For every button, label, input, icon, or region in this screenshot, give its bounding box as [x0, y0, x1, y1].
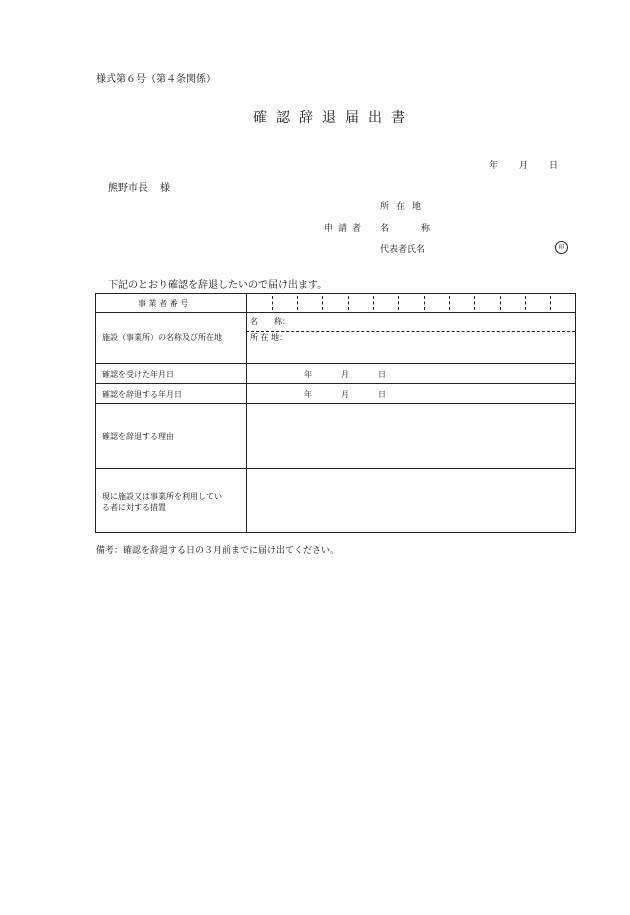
confirmed-day-unit: 日 [378, 370, 386, 379]
confirmed-year-unit: 年 [304, 370, 312, 379]
digit-divider [500, 296, 501, 310]
digit-divider [373, 296, 374, 310]
row-divider [96, 312, 575, 313]
note-text: 備考：確認を辞退する日の３月前までに届け出てください。 [96, 546, 340, 556]
applicant-location-label: 所在地 [380, 202, 429, 212]
measures-label-line1: 現に施設又は事業所を利用してい [102, 492, 222, 501]
digit-divider [322, 296, 323, 310]
reason-label: 確認を辞退する理由 [102, 432, 174, 441]
digit-divider [550, 296, 551, 310]
representative-name-label: 代表者氏名 [380, 245, 426, 255]
row-divider [96, 383, 575, 384]
digit-divider [297, 296, 298, 310]
applicant-name-label: 名 [380, 224, 390, 234]
withdrawal-table [95, 293, 576, 533]
withdraw-year-unit: 年 [304, 390, 312, 399]
row-divider [96, 363, 575, 364]
date-year-label: 年 [489, 161, 499, 171]
confirmed-month-unit: 月 [341, 370, 349, 379]
confirmed-date-label: 確認を受けた年月日 [102, 370, 174, 379]
digit-divider [449, 296, 450, 310]
digit-divider [424, 296, 425, 310]
measures-label-line2: る者に対する措置 [102, 503, 166, 512]
facility-address-label: 所 在 地： [250, 333, 288, 342]
digit-divider [272, 296, 273, 310]
digit-divider [525, 296, 526, 310]
business-number-label: 事 業 者 番 号 [138, 299, 189, 308]
applicant-group-label: 申請者 [324, 224, 367, 234]
seal-mark: 印 [555, 241, 568, 254]
withdraw-day-unit: 日 [378, 390, 386, 399]
applicant-name-label-2: 称 [421, 224, 431, 234]
date-month-label: 月 [519, 161, 529, 171]
label-column-divider [246, 294, 247, 532]
form-reference: 様式第６号（第４条関係） [96, 74, 216, 85]
digit-divider [348, 296, 349, 310]
intro-text: 下記のとおり確認を辞退したいので届け出ます。 [108, 280, 328, 291]
facility-label: 施設（事業所）の名称及び所在地 [102, 333, 222, 342]
addressee-honorific: 様 [160, 183, 170, 194]
digit-divider [398, 296, 399, 310]
facility-name-label: 名 称： [250, 317, 290, 326]
row-divider [96, 403, 575, 404]
withdraw-date-label: 確認を辞退する年月日 [102, 390, 182, 399]
facility-dashed-divider [246, 331, 575, 332]
row-divider [96, 468, 575, 469]
withdraw-month-unit: 月 [341, 390, 349, 399]
digit-divider [474, 296, 475, 310]
document-title: 確認辞退届出書 [253, 110, 414, 126]
date-day-label: 日 [549, 161, 559, 171]
addressee-name: 熊野市長 [108, 183, 148, 194]
